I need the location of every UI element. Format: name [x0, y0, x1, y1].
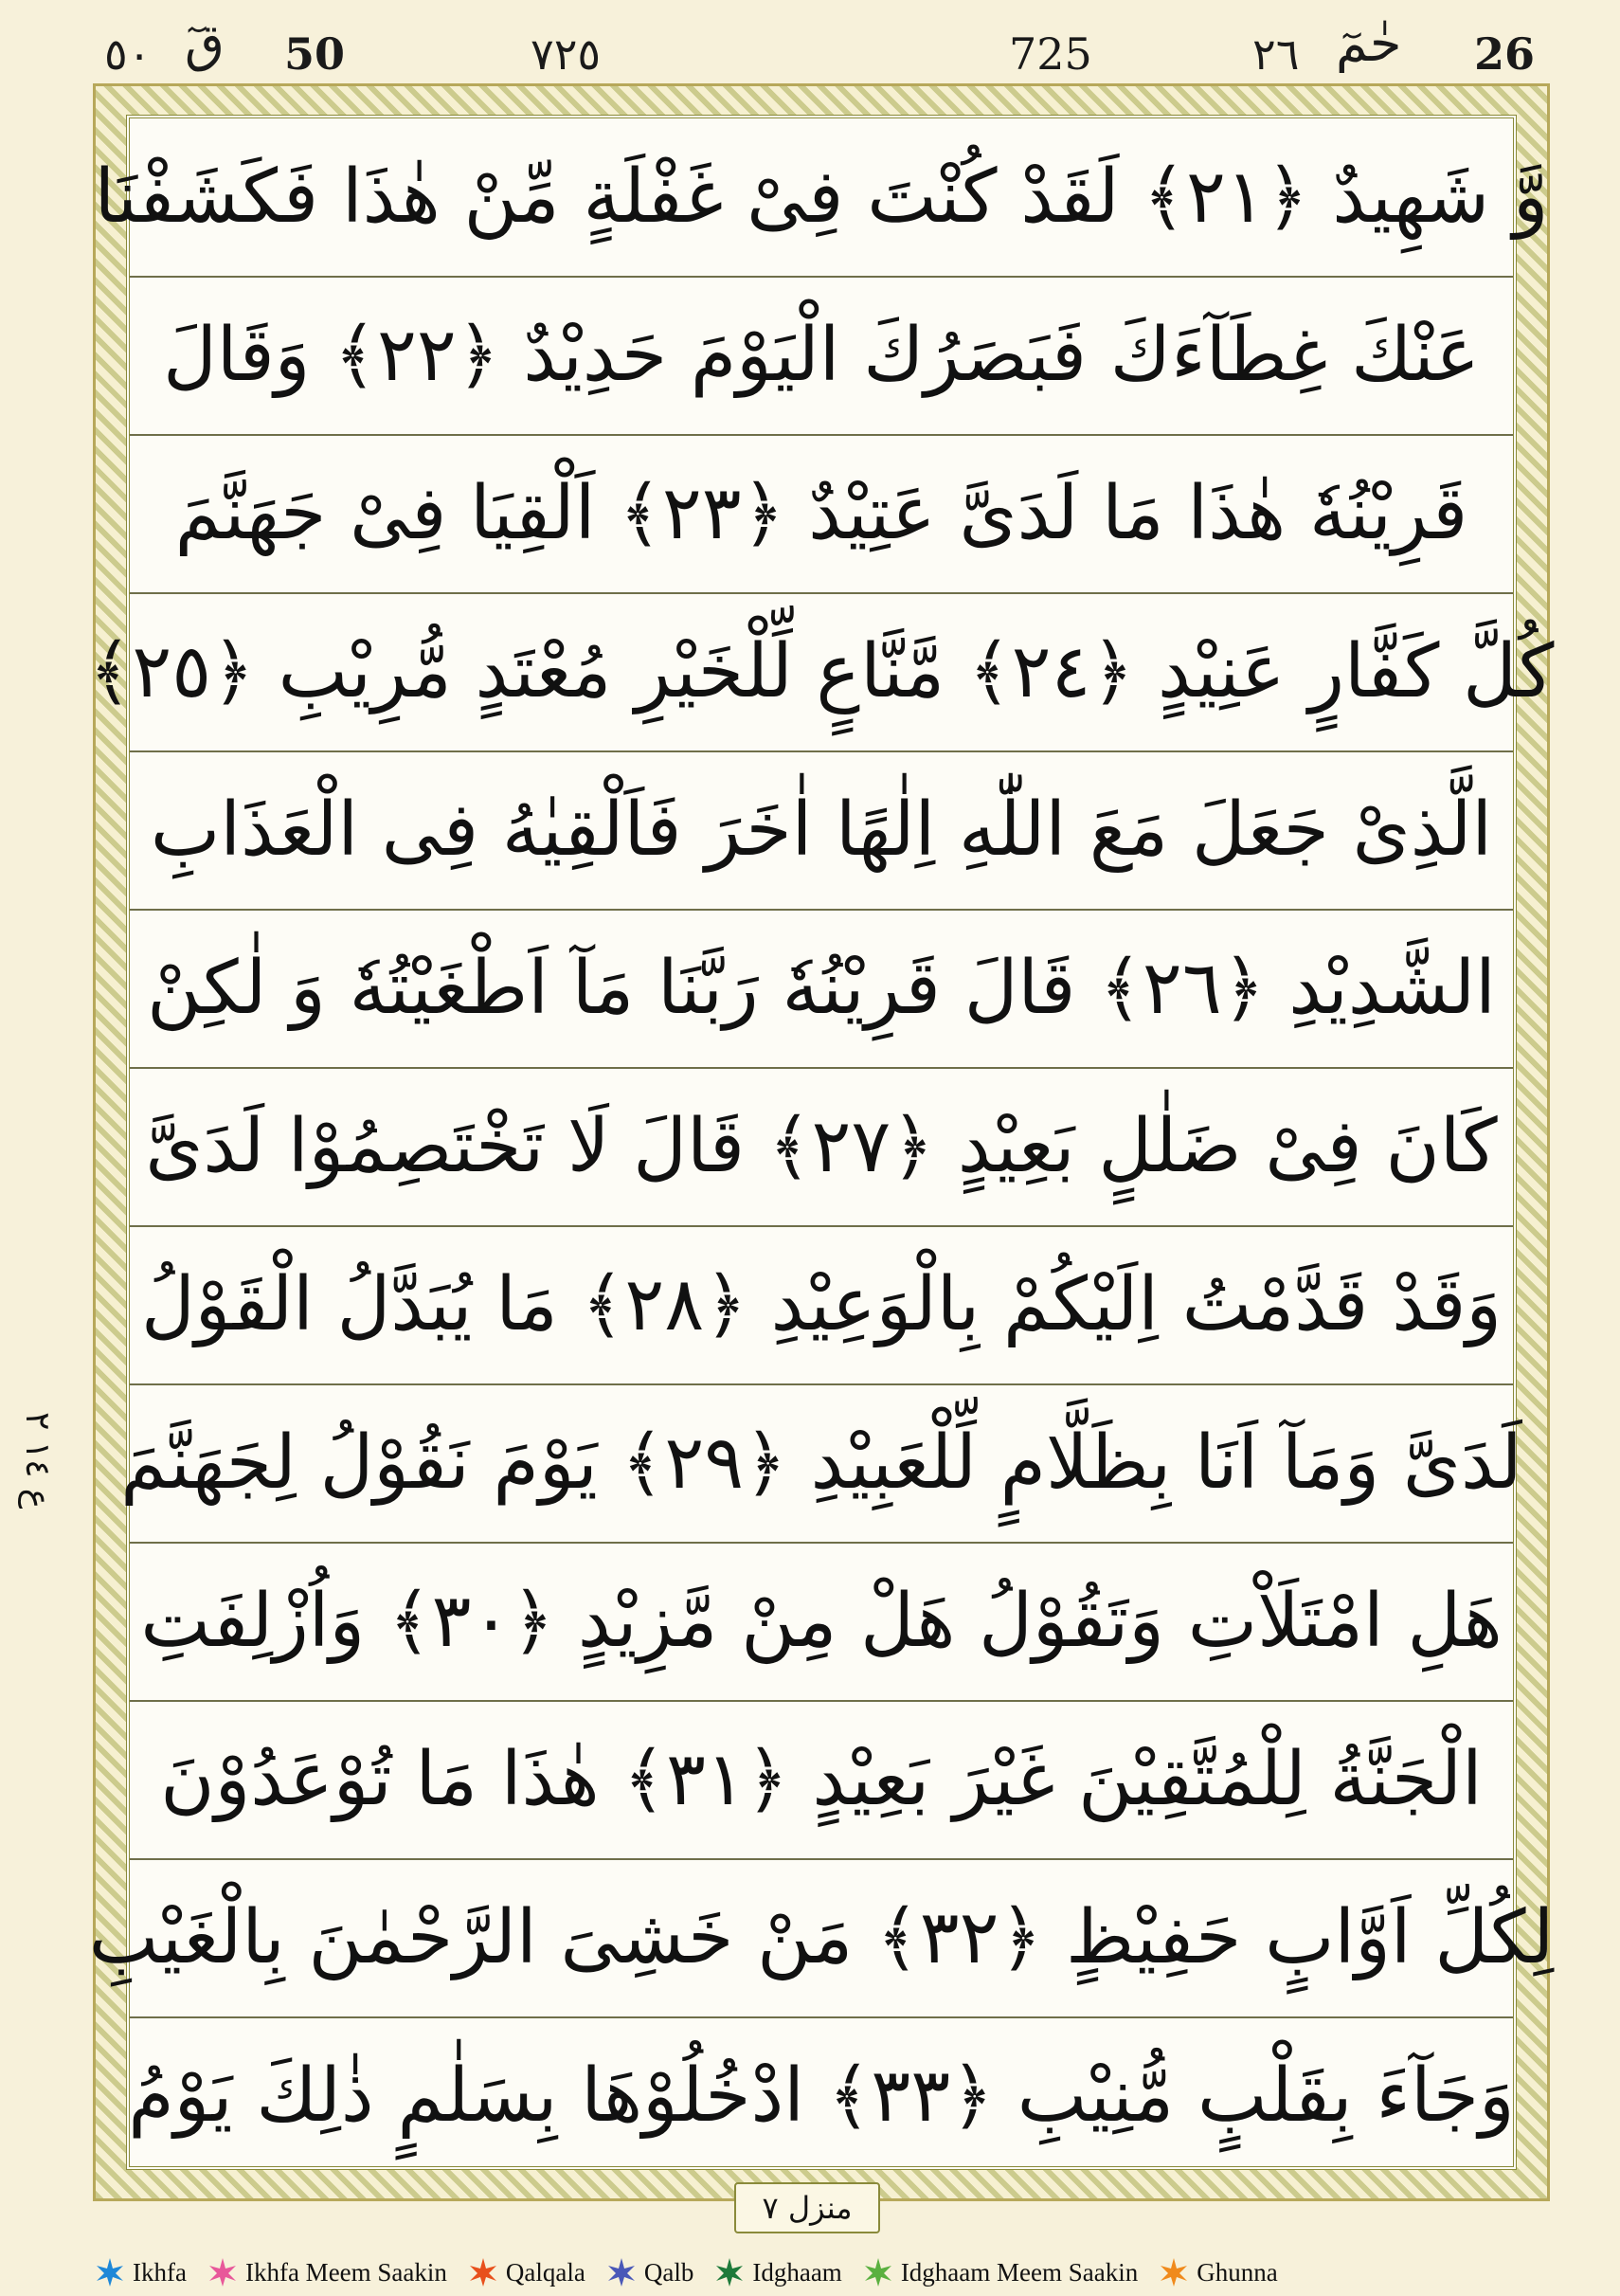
juz-name: حٰمٓ [1336, 13, 1402, 73]
star-icon [207, 2257, 238, 2287]
surah-name: قٓ [185, 13, 225, 73]
verse-line: كُلَّ كَفَّارٍ عَنِيْدٍ ﴿٢٤﴾ مَّنَّاعٍ لِّلْخَيْرِ مُعْتَدٍ مُّرِيْبِ ﴿٢٥﴾ [130, 593, 1513, 752]
verse-line: وَجَآءَ بِقَلْبٍ مُّنِيْبِ ﴿٣٣﴾ ادْخُلُوْهَا بِسَلٰمٍ ذٰلِكَ يَوْمُ [128, 2053, 1515, 2139]
legend-item-ikhfa-meem-saakin [207, 2257, 447, 2287]
legend-item-ghunna [1159, 2257, 1277, 2287]
legend-label: Qalb [643, 2257, 694, 2287]
legend-label: Ikhfa [133, 2257, 187, 2287]
manzil-label: منزل ٧ [734, 2182, 880, 2233]
ornamental-border [88, 83, 1555, 2201]
star-icon [468, 2257, 498, 2287]
legend-label: Ghunna [1197, 2257, 1278, 2287]
text-panel [88, 115, 1555, 2170]
surah-number: 50 [284, 28, 346, 80]
verse-line: قَرِيْنُهٗ هٰذَا مَا لَدَیَّ عَتِيْدٌ ﴿٢٣﴾ اَلْقِيَا فِیْ جَهَنَّمَ [130, 435, 1513, 594]
juz-number-arabic: ٢٦ [1252, 28, 1300, 80]
legend-label: Ikhfa Meem Saakin [244, 2257, 447, 2287]
surah-number-arabic: ٥٠ [104, 28, 152, 80]
star-icon [1159, 2257, 1189, 2287]
legend-label: Qalqala [505, 2257, 585, 2287]
tajweed-legend [95, 2253, 1573, 2291]
verse-line: عَنْكَ غِطَآءَكَ فَبَصَرُكَ الْيَوْمَ حَدِيْدٌ ﴿٢٢﴾ وَقَالَ [130, 277, 1513, 436]
verse-line: وَّ شَهِيدٌ ﴿٢١﴾ لَقَدْ كُنْتَ فِیْ غَفْلَةٍ مِّنْ هٰذَا فَكَشَفْنَا [130, 118, 1513, 278]
star-icon [95, 2257, 125, 2287]
legend-item-ikhfa [95, 2257, 187, 2287]
star-icon [714, 2257, 745, 2287]
legend-label: Idghaam Meem Saakin [900, 2257, 1139, 2287]
page-number-arabic: ٧٢٥ [531, 28, 602, 80]
legend-item-qalb [606, 2257, 693, 2287]
ruku-marker: ع ١٤ ٢ [18, 1412, 57, 1510]
verse-line: كَانَ فِیْ ضَلٰلٍ بَعِيْدٍ ﴿٢٧﴾ قَالَ لَا تَخْتَصِمُوْا لَدَیَّ [130, 1068, 1513, 1227]
verse-line: وَقَدْ قَدَّمْتُ اِلَيْكُمْ بِالْوَعِيْدِ ﴿٢٨﴾ مَا يُبَدَّلُ الْقَوْلُ [130, 1226, 1513, 1385]
verse-line: الْجَنَّةُ لِلْمُتَّقِيْنَ غَيْرَ بَعِيْدٍ ﴿٣١﴾ هٰذَا مَا تُوْعَدُوْنَ [130, 1701, 1513, 1860]
legend-item-idghaam [714, 2257, 841, 2287]
page-number: 725 [1009, 28, 1092, 80]
verse-line: هَلِ امْتَلَاْتِ وَتَقُوْلُ هَلْ مِنْ مَّزِيْدٍ ﴿٣٠﴾ وَاُزْلِفَتِ [130, 1543, 1513, 1702]
juz-number: 26 [1474, 28, 1536, 80]
verse-line: الشَّدِيْدِ ﴿٢٦﴾ قَالَ قَرِيْنُهٗ رَبَّنَا مَآ اَطْغَيْتُهٗ وَ لٰكِنْ [130, 910, 1513, 1069]
verse-line: لَدَیَّ وَمَآ اَنَا بِظَلَّامٍ لِّلْعَبِيْدِ ﴿٢٩﴾ يَوْمَ نَقُوْلُ لِجَهَنَّمَ [130, 1384, 1513, 1544]
legend-item-qalqala [468, 2257, 585, 2287]
verse-line: لِكُلِّ اَوَّابٍ حَفِيْظٍ ﴿٣٢﴾ مَنْ خَشِیَ الرَّحْمٰنَ بِالْغَيْبِ [130, 1859, 1513, 2018]
star-icon [606, 2257, 637, 2287]
verse-line: الَّذِیْ جَعَلَ مَعَ اللّٰهِ اِلٰهًا اٰخَرَ فَاَلْقِيٰهُ فِی الْعَذَابِ [130, 751, 1513, 911]
legend-label: Idghaam [752, 2257, 842, 2287]
legend-item-idghaam-meem-saakin [863, 2257, 1138, 2287]
star-icon [863, 2257, 893, 2287]
